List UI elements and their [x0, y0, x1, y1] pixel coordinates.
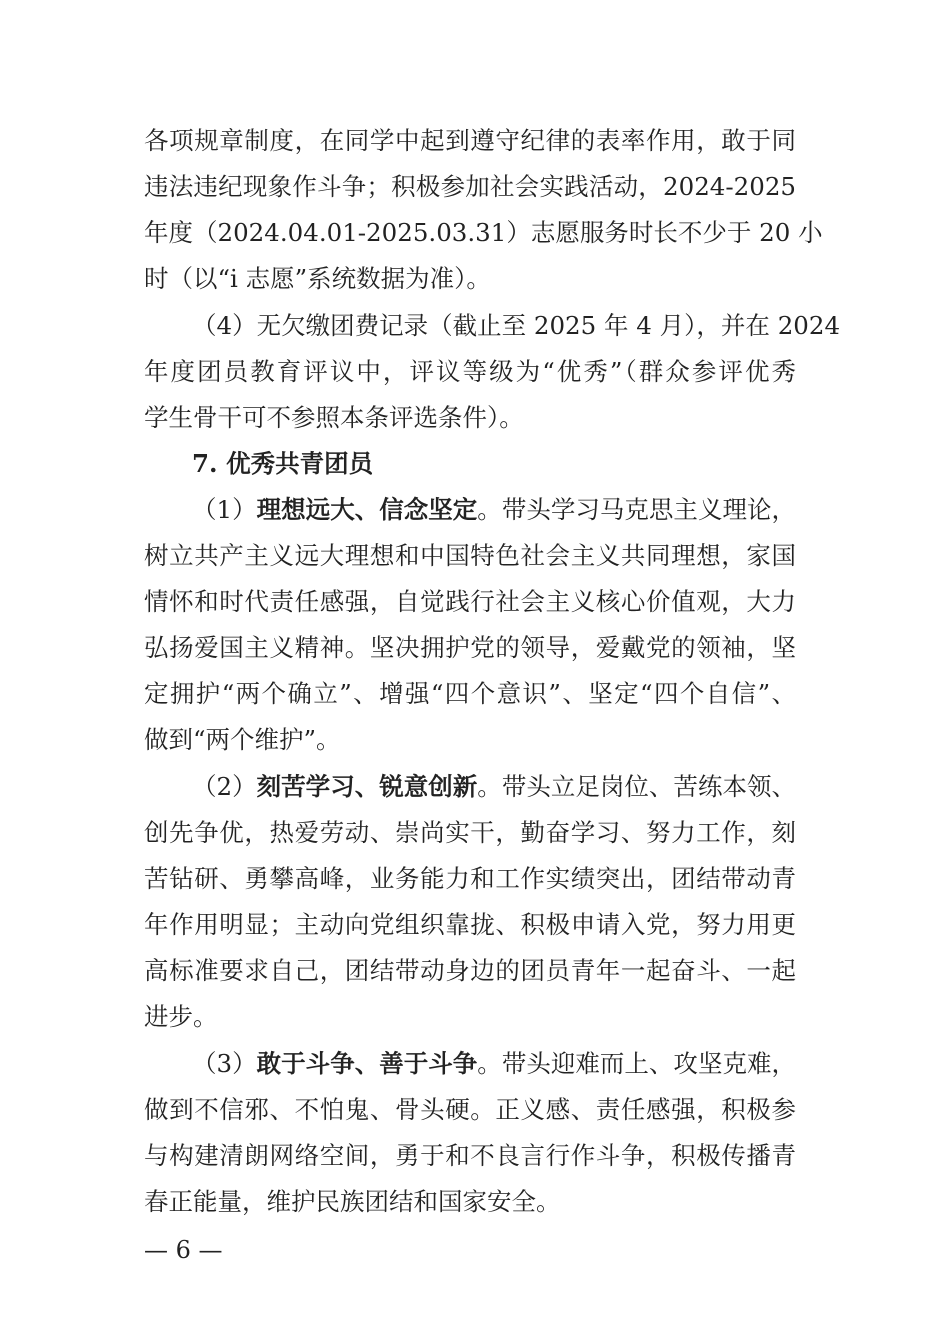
bold-phrase: 敢于斗争、善于斗争 — [256, 1049, 478, 1078]
text-run: 各项规章制度，在同学中起到遵守纪律的表率作用，敢于同 — [144, 126, 796, 155]
text-run: （4）无欠缴团费记录（截止至 2025 年 4 月），并在 2024 — [192, 311, 841, 340]
text-run: 年度（2024.04.01-2025.03.31）志愿服务时长不少于 20 小 — [144, 218, 823, 247]
text-run: 创先争优，热爱劳动、崇尚实干，勤奋学习、努力工作，刻 — [144, 818, 796, 847]
text-run: 年作用明显；主动向党组织靠拢、积极申请入党，努力用更 — [144, 910, 796, 939]
text-run: 。带头立足岗位、苦练本领、 — [477, 772, 796, 801]
text-line — [192, 1041, 796, 1087]
text-line — [192, 764, 796, 810]
text-line — [144, 118, 796, 164]
text-run: 树立共产主义远大理想和中国特色社会主义共同理想，家国 — [144, 541, 796, 570]
text-run: （1） — [192, 495, 257, 524]
text-line — [144, 717, 796, 763]
text-line — [144, 1087, 796, 1133]
text-line — [144, 902, 796, 948]
text-run: 时（以“i 志愿”系统数据为准）。 — [144, 264, 491, 293]
text-line — [144, 349, 796, 395]
text-line — [144, 994, 796, 1040]
text-line — [144, 1179, 796, 1225]
text-run: 学生骨干可不参照本条评选条件）。 — [144, 403, 524, 432]
text-run: 弘扬爱国主义精神。坚决拥护党的领导，爱戴党的领袖，坚 — [144, 633, 796, 662]
section-heading — [192, 441, 792, 487]
text-line — [144, 810, 796, 856]
text-run: （2） — [192, 772, 257, 801]
text-line — [144, 210, 823, 256]
page-number: — 6 — — [144, 1236, 223, 1264]
text-run: 与构建清朗网络空间，勇于和不良言行作斗争，积极传播青 — [144, 1141, 796, 1170]
text-line — [144, 948, 796, 994]
text-run: 。带头学习马克思主义理论， — [477, 495, 796, 524]
text-line — [144, 395, 796, 441]
text-run: 高标准要求自己，团结带动身边的团员青年一起奋斗、一起 — [144, 956, 796, 985]
text-line — [144, 856, 796, 902]
text-run: 年度团员教育评议中，评议等级为“优秀”（群众参评优秀 — [144, 357, 796, 386]
text-line — [144, 256, 796, 302]
text-run: 做到“两个维护”。 — [144, 725, 341, 754]
bold-phrase: 刻苦学习、锐意创新 — [256, 772, 478, 801]
text-run: 定拥护“两个确立”、增强“四个意识”、坚定“四个自信”、 — [144, 679, 796, 708]
text-line — [144, 671, 796, 717]
text-run: （3） — [192, 1049, 257, 1078]
text-line — [144, 533, 796, 579]
bold-phrase: 7. 优秀共青团员 — [192, 449, 374, 478]
text-run: 进步。 — [144, 1002, 218, 1031]
text-run: 。带头迎难而上、攻坚克难， — [477, 1049, 796, 1078]
text-line — [144, 625, 796, 671]
text-run: 违法违纪现象作斗争；积极参加社会实践活动，2024-2025 — [144, 172, 796, 201]
bold-phrase: 理想远大、信念坚定 — [256, 495, 478, 524]
text-run: 情怀和时代责任感强，自觉践行社会主义核心价值观，大力 — [144, 587, 796, 616]
text-line — [144, 579, 796, 625]
text-run: 春正能量，维护民族团结和国家安全。 — [144, 1187, 561, 1216]
text-run: 苦钻研、勇攀高峰，业务能力和工作实绩突出，团结带动青 — [144, 864, 796, 893]
text-line — [144, 1133, 796, 1179]
text-line — [144, 164, 796, 210]
text-run: 做到不信邪、不怕鬼、骨头硬。正义感、责任感强，积极参 — [144, 1095, 796, 1124]
text-line — [192, 303, 841, 349]
text-line — [192, 487, 796, 533]
